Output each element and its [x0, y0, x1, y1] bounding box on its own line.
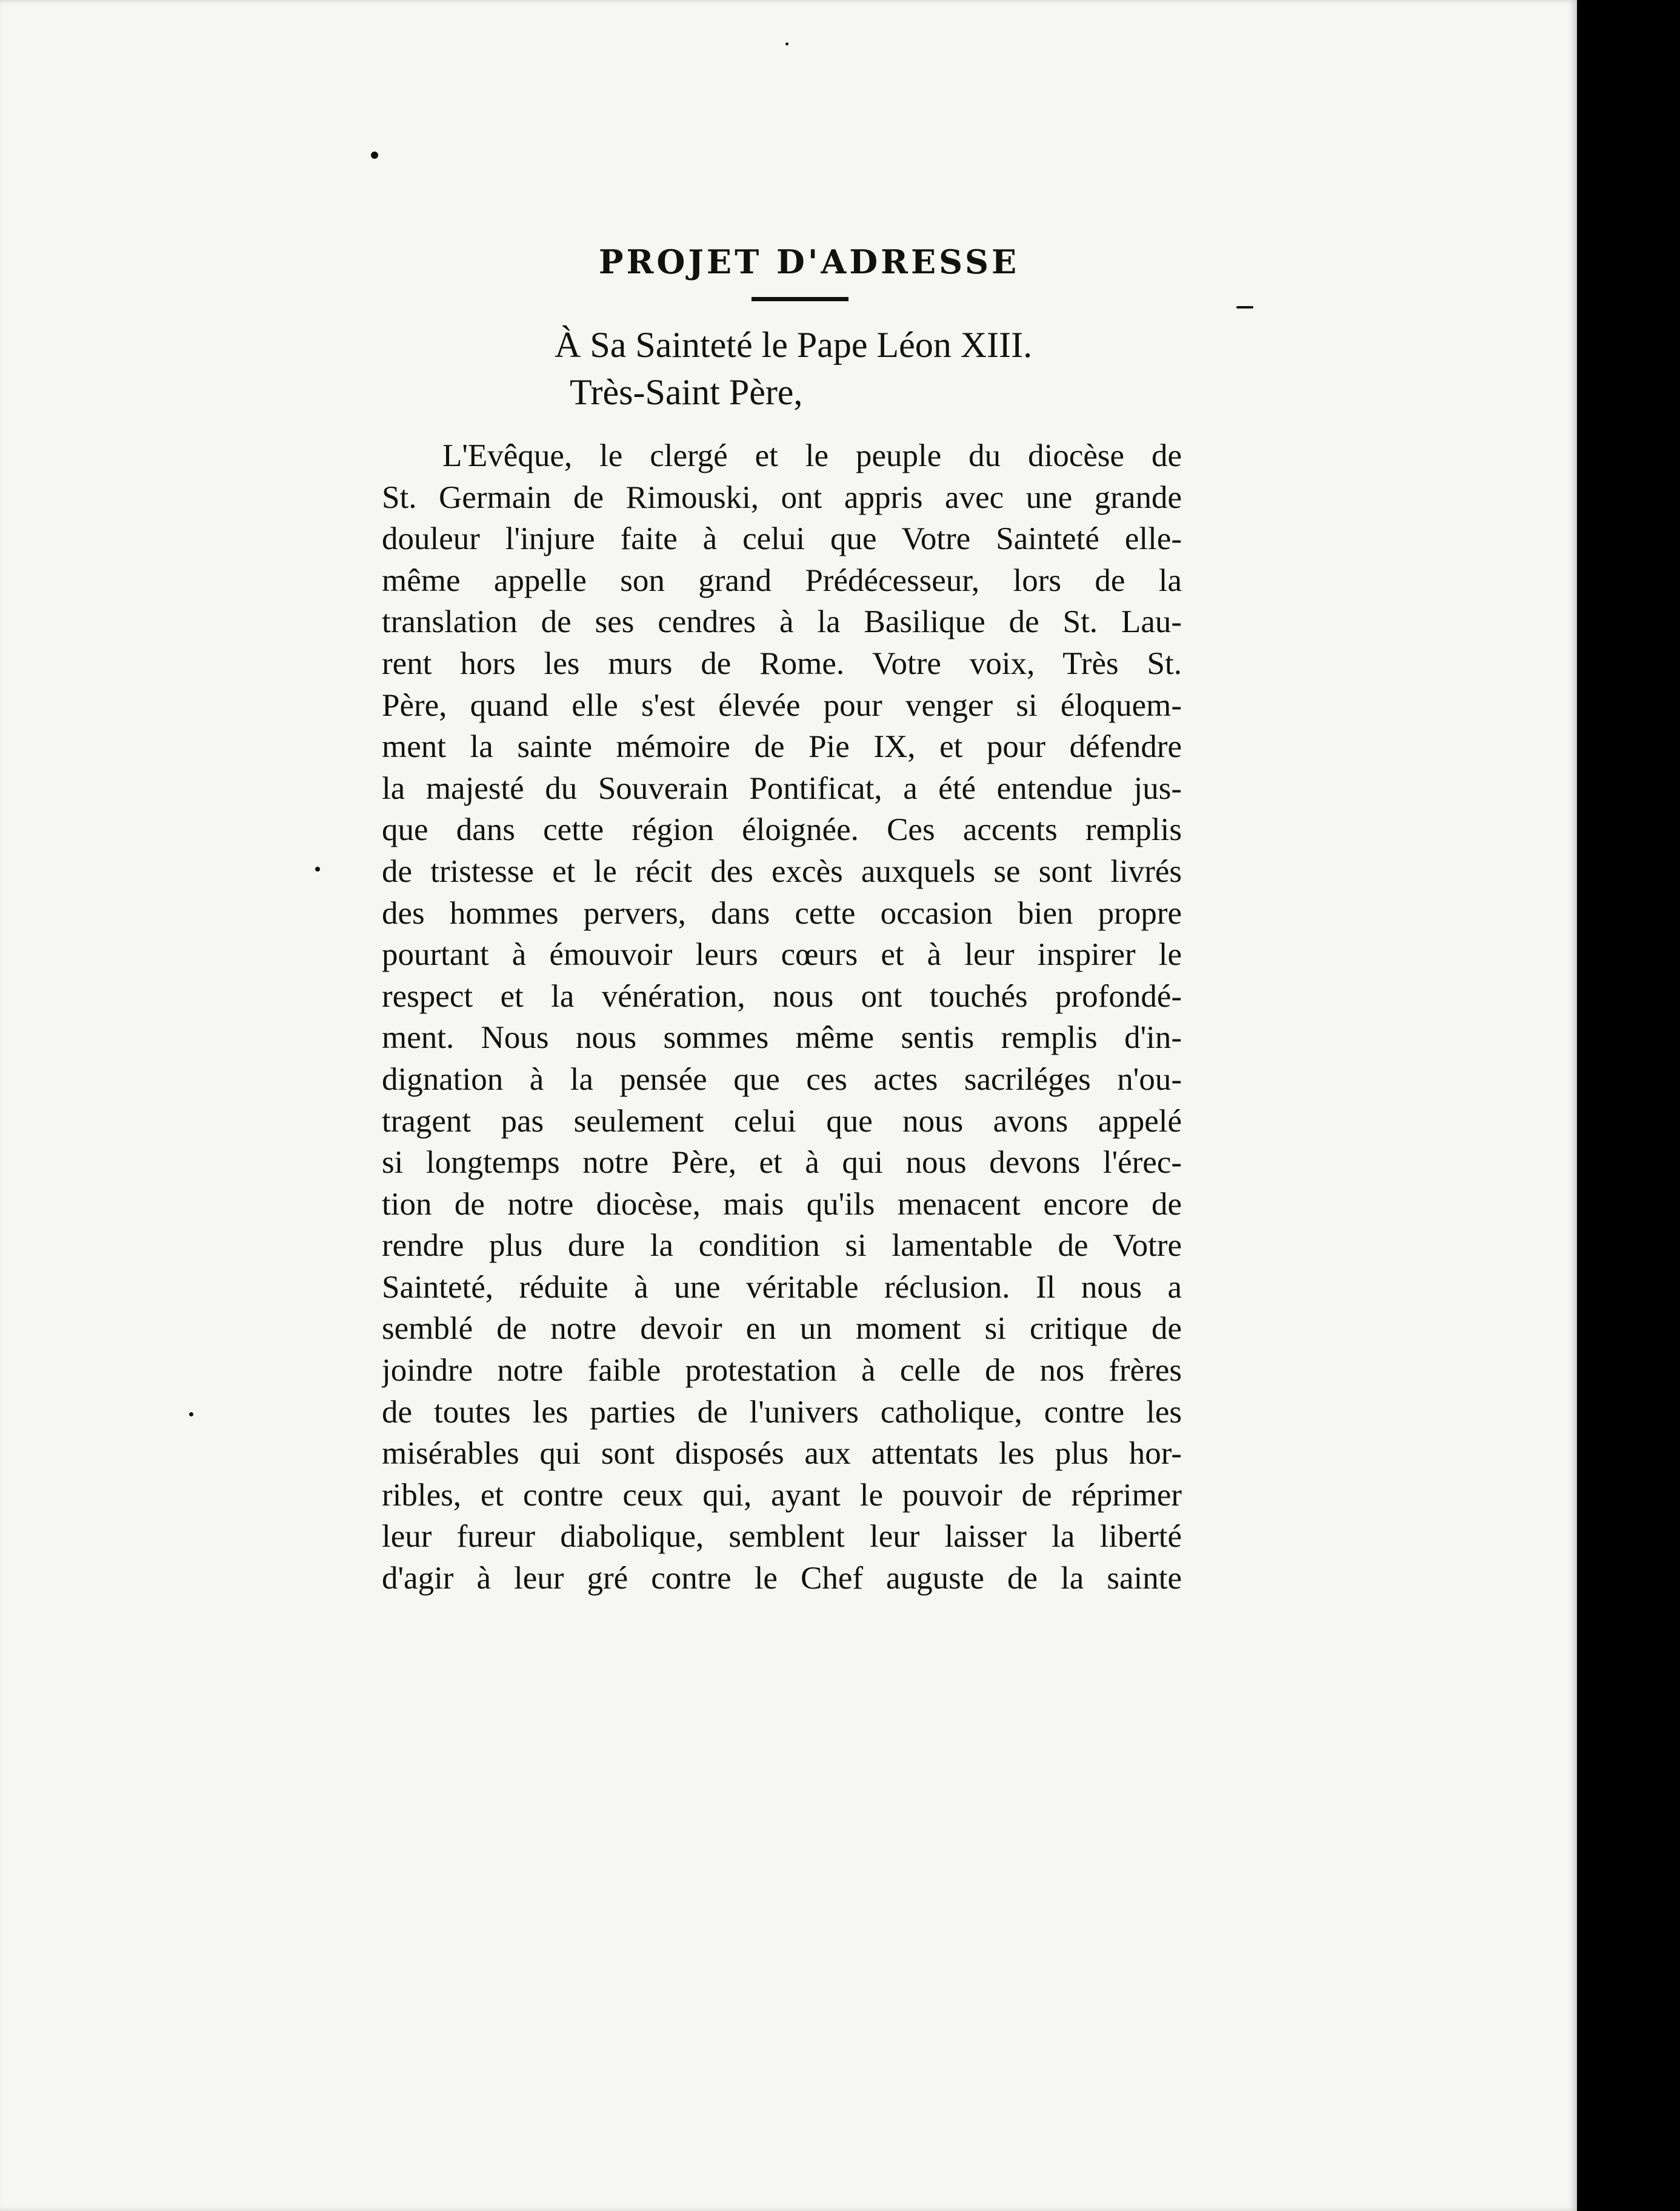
salutation: À Sa Sainteté le Pape Léon XIII. — [555, 325, 1033, 365]
text-line: Sainteté, réduite à une véritable réclusion. Il nous a — [382, 1269, 1182, 1305]
text-line: de toutes les parties de l'univers catholique, contre les — [382, 1394, 1182, 1430]
text-line: même appelle son grand Prédécesseur, lors de la — [382, 562, 1182, 598]
text-line: misérables qui sont disposés aux attentats les plus hor- — [382, 1436, 1182, 1472]
text-line: pourtant à émouvoir leurs cœurs et à leur inspirer le — [382, 937, 1182, 973]
text-line: si longtemps notre Père, et à qui nous devons l'érec- — [382, 1145, 1182, 1181]
text-line: dignation à la pensée que ces actes sacriléges n'ou- — [382, 1061, 1182, 1097]
text-line: Père, quand elle s'est élevée pour venger si éloquem- — [382, 687, 1182, 723]
text-line: respect et la vénération, nous ont touchés profondé- — [382, 978, 1182, 1014]
text-line: L'Evêque, le clergé et le peuple du diocèse de — [442, 438, 1182, 473]
text-line: ment. Nous nous sommes même sentis remplis d'in- — [382, 1020, 1182, 1056]
text-line: St. Germain de Rimouski, ont appris avec une grande — [382, 479, 1182, 515]
text-line: tragent pas seulement celui que nous avons appelé — [382, 1103, 1182, 1139]
text-line: rent hors les murs de Rome. Votre voix, Très St. — [382, 645, 1182, 681]
body-paragraph — [382, 435, 1182, 1599]
text-line: d'agir à leur gré contre le Chef auguste de la sainte — [382, 1561, 1182, 1596]
scan-speck — [371, 152, 378, 159]
text-line: semblé de notre devoir en un moment si critique de — [382, 1311, 1182, 1347]
show-through-text — [1176, 303, 1184, 345]
scan-border — [1577, 0, 1680, 2211]
scan-speck — [785, 42, 788, 45]
text-line: tion de notre diocèse, mais qu'ils menacent encore de — [382, 1186, 1182, 1222]
text-line: rendre plus dure la condition si lamentable de Votre — [382, 1228, 1182, 1264]
text-line: la majesté du Souverain Pontificat, a été entendue jus- — [382, 770, 1182, 806]
greeting: Très-Saint Père, — [570, 372, 803, 412]
text-line: ribles, et contre ceux qui, ayant le pouvoir de réprimer — [382, 1477, 1182, 1513]
text-line: joindre notre faible protestation à celle de nos frères — [382, 1353, 1182, 1389]
text-line: des hommes pervers, dans cette occasion bien propre — [382, 895, 1182, 931]
text-line: douleur l'injure faite à celui que Votre Sainteté elle- — [382, 521, 1182, 557]
text-line: translation de ses cendres à la Basilique de St. Lau- — [382, 604, 1182, 640]
scan-speck — [189, 1412, 193, 1416]
text-line: leur fureur diabolique, semblent leur laisser la liberté — [382, 1519, 1182, 1555]
text-line: ment la sainte mémoire de Pie IX, et pour défendre — [382, 729, 1182, 765]
document-heading: PROJET D'ADRESSE — [598, 242, 1020, 281]
scan-speck — [1236, 306, 1253, 308]
text-line: de tristesse et le récit des excès auxquels se sont livrés — [382, 853, 1182, 889]
heading-rule — [752, 297, 848, 301]
scan-speck — [315, 867, 320, 872]
text-line: que dans cette région éloignée. Ces accents remplis — [382, 812, 1182, 848]
